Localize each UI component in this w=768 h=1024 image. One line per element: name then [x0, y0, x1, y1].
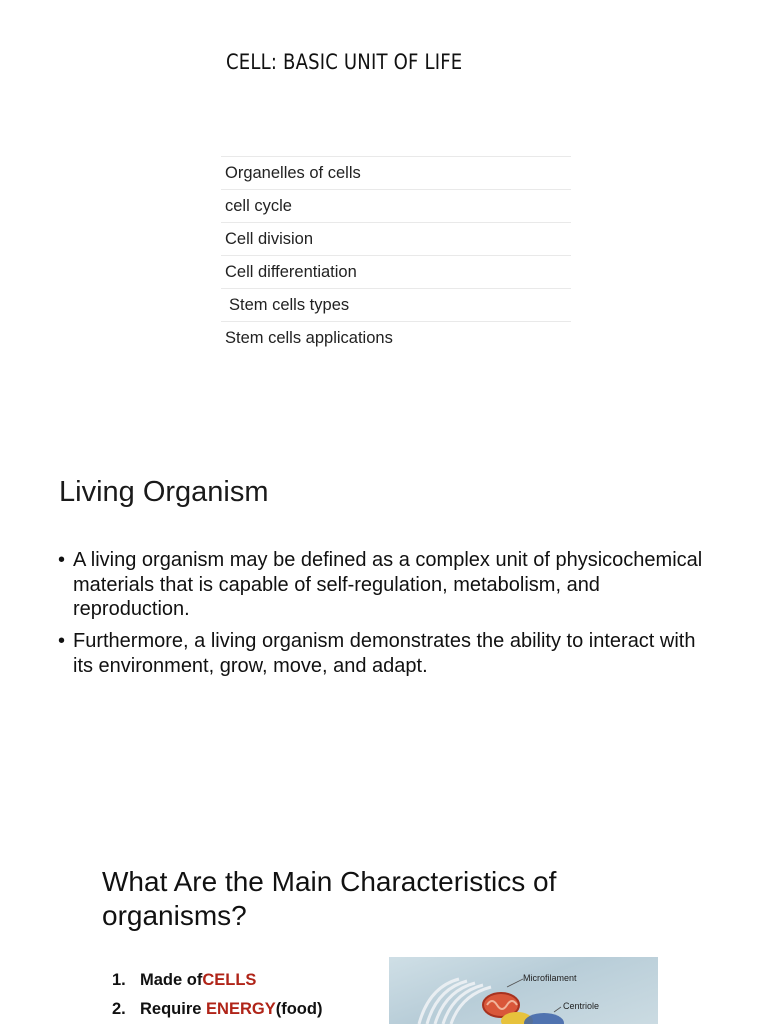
item-number: 1. [112, 971, 126, 989]
section-heading: What Are the Main Characteristics of organisms? [102, 866, 557, 931]
item-text: Made of [140, 971, 203, 989]
list-item: Stem cells applications [221, 321, 571, 354]
item-number: 2. [112, 1000, 126, 1018]
topics-list [221, 156, 571, 354]
microfilament-label: Microfilament [523, 973, 577, 983]
item-text-suffix: (food) [275, 1000, 323, 1018]
item-highlight: ENERGY [206, 1000, 276, 1018]
cell-diagram-image [389, 957, 658, 1024]
bullet-item: • Furthermore, a living organism demonstrates the ability to interact with its environment, grow, move, and adapt. [58, 629, 708, 678]
list-item: Cell differentiation [221, 255, 571, 288]
list-item: Organelles of cells [221, 156, 571, 189]
slide-title: CELL: BASIC UNIT OF LIFE [226, 50, 463, 74]
list-item: cell cycle [221, 189, 571, 222]
list-item: Cell division [221, 222, 571, 255]
cell-illustration [389, 957, 658, 1024]
centriole-label: Centriole [563, 1001, 600, 1011]
list-item: Stem cells types [221, 288, 571, 321]
bullet-item: • A living organism may be defined as a complex unit of physicochemical materials that is capable of self-regulation, metabolism, and reproduction. [58, 548, 708, 622]
numbered-list [112, 966, 322, 1024]
item-highlight: CELLS [202, 971, 257, 989]
section-heading: Living Organism [59, 476, 269, 508]
list-item [112, 966, 322, 995]
list-item [112, 995, 322, 1024]
bullet-list [58, 548, 708, 686]
item-text: Require [140, 1000, 202, 1018]
